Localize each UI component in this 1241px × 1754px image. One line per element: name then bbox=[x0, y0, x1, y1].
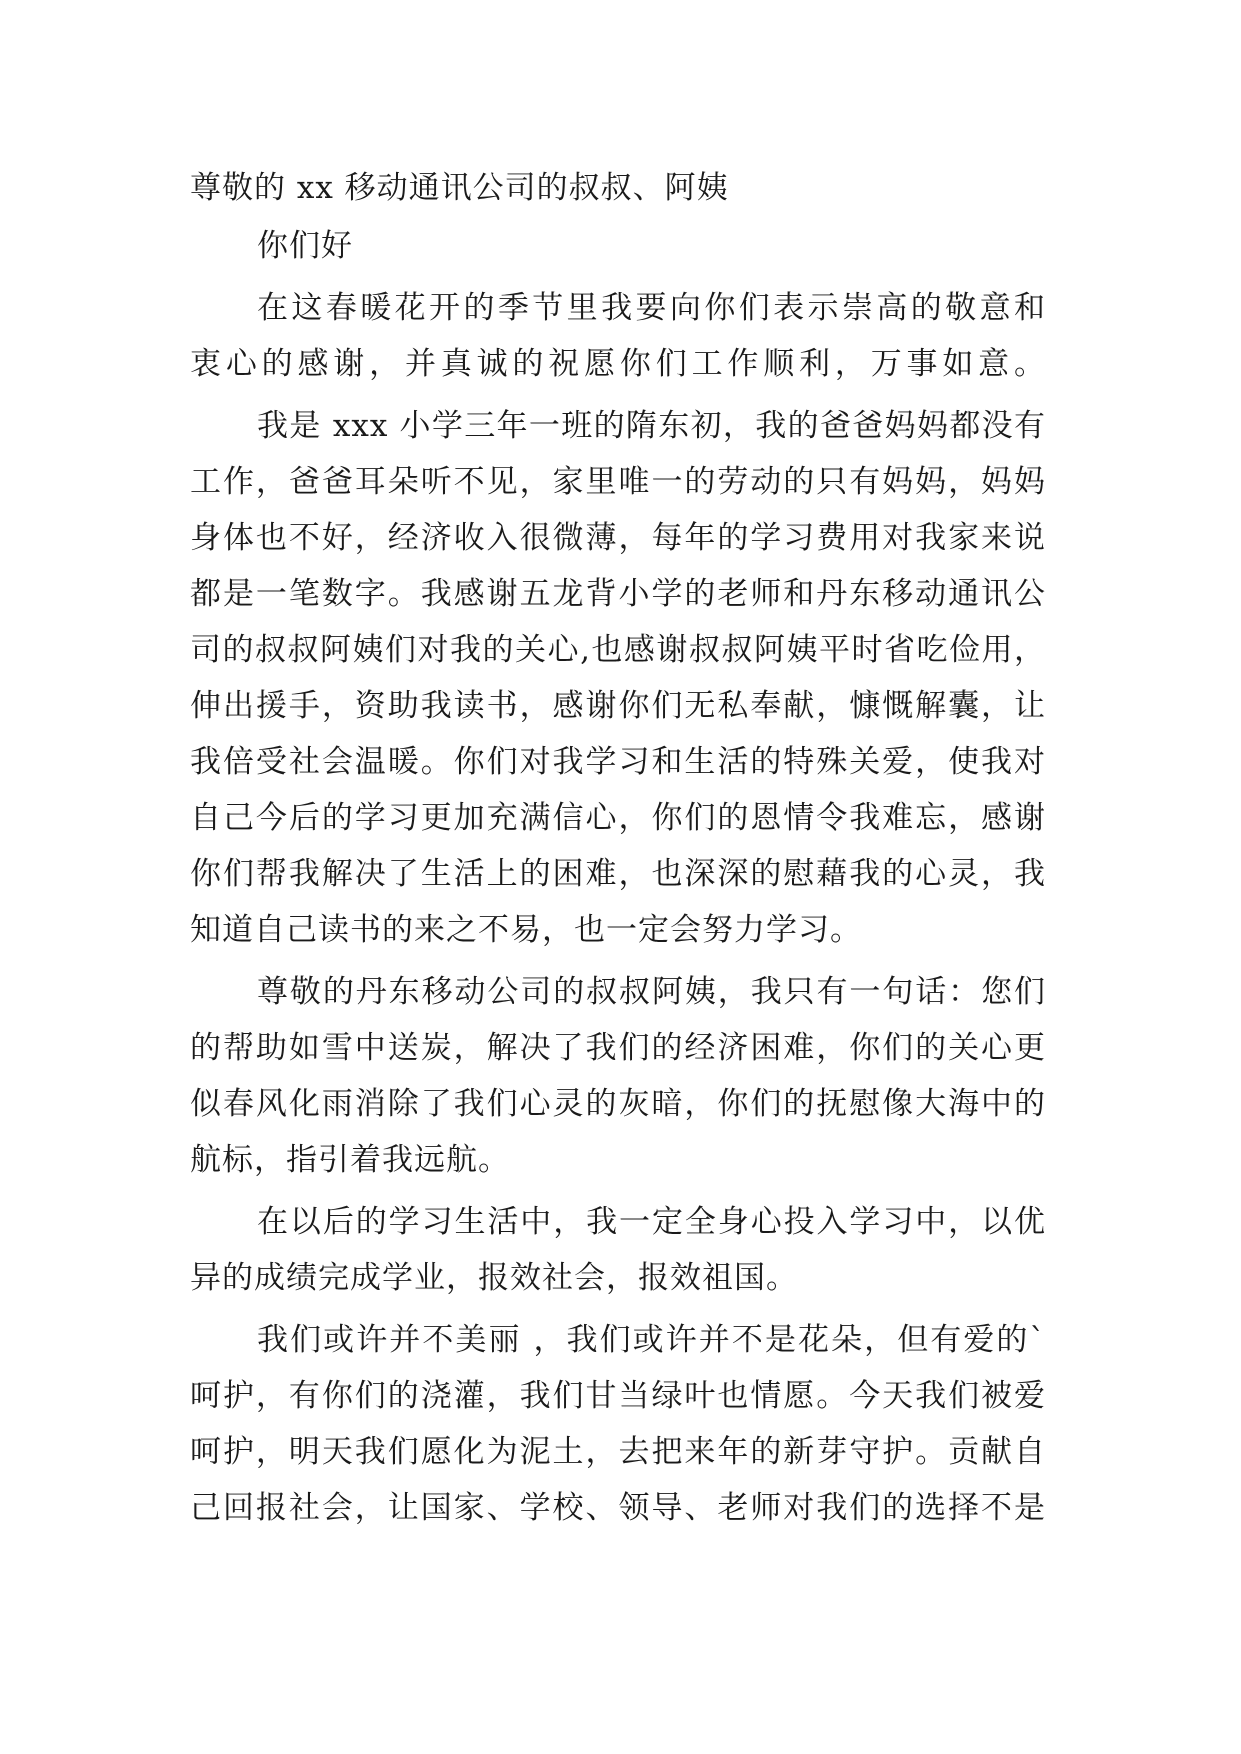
paragraph-line: 都是一笔数字。我感谢五龙背小学的老师和丹东移动通讯公 bbox=[190, 576, 1046, 612]
paragraph-line: 衷心的感谢，并真诚的祝愿你们工作顺利，万事如意。 bbox=[190, 346, 1046, 382]
paragraph-line: 司的叔叔阿姨们对我的关心,也感谢叔叔阿姨平时省吃俭用， bbox=[190, 632, 1046, 668]
paragraph-line: 我们或许并不美丽 ，我们或许并不是花朵，但有爱的` bbox=[257, 1322, 1046, 1358]
paragraph-line: 尊敬的丹东移动公司的叔叔阿姨，我只有一句话：您们 bbox=[257, 974, 1046, 1010]
paragraph-line: 工作，爸爸耳朵听不见，家里唯一的劳动的只有妈妈，妈妈 bbox=[190, 464, 1046, 500]
paragraph-line: 己回报社会，让国家、学校、领导、老师对我们的选择不是 bbox=[190, 1490, 1046, 1526]
paragraph-line: 身体也不好，经济收入很微薄，每年的学习费用对我家来说 bbox=[190, 520, 1046, 556]
paragraph-line: 知道自己读书的来之不易，也一定会努力学习。 bbox=[190, 912, 862, 948]
paragraph-line: 你们帮我解决了生活上的困难，也深深的慰藉我的心灵，我 bbox=[190, 856, 1046, 892]
paragraph-line: 伸出援手，资助我读书，感谢你们无私奉献，慷慨解囊，让 bbox=[190, 688, 1046, 724]
paragraph-line: 自己今后的学习更加充满信心，你们的恩情令我难忘，感谢 bbox=[190, 800, 1046, 836]
paragraph-line: 在这春暖花开的季节里我要向你们表示崇高的敬意和 bbox=[257, 290, 1046, 326]
paragraph-line: 航标，指引着我远航。 bbox=[190, 1142, 510, 1178]
paragraph-line: 呵护，有你们的浇灌，我们甘当绿叶也情愿。今天我们被爱 bbox=[190, 1378, 1046, 1414]
paragraph-line: 呵护，明天我们愿化为泥土，去把来年的新芽守护。贡献自 bbox=[190, 1434, 1046, 1470]
paragraph-line: 我倍受社会温暖。你们对我学习和生活的特殊关爱，使我对 bbox=[190, 744, 1046, 780]
paragraph-line: 在以后的学习生活中，我一定全身心投入学习中，以优 bbox=[257, 1204, 1046, 1240]
paragraph-line: 我是 xxx 小学三年一班的隋东初，我的爸爸妈妈都没有 bbox=[257, 408, 1046, 444]
greeting-line: 你们好 bbox=[257, 228, 353, 264]
paragraph-line: 异的成绩完成学业，报效社会，报效祖国。 bbox=[190, 1260, 798, 1296]
paragraph-line: 似春风化雨消除了我们心灵的灰暗，你们的抚慰像大海中的 bbox=[190, 1086, 1046, 1122]
paragraph-line: 的帮助如雪中送炭，解决了我们的经济困难，你们的关心更 bbox=[190, 1030, 1046, 1066]
salutation-line: 尊敬的 xx 移动通讯公司的叔叔、阿姨 bbox=[190, 170, 729, 206]
